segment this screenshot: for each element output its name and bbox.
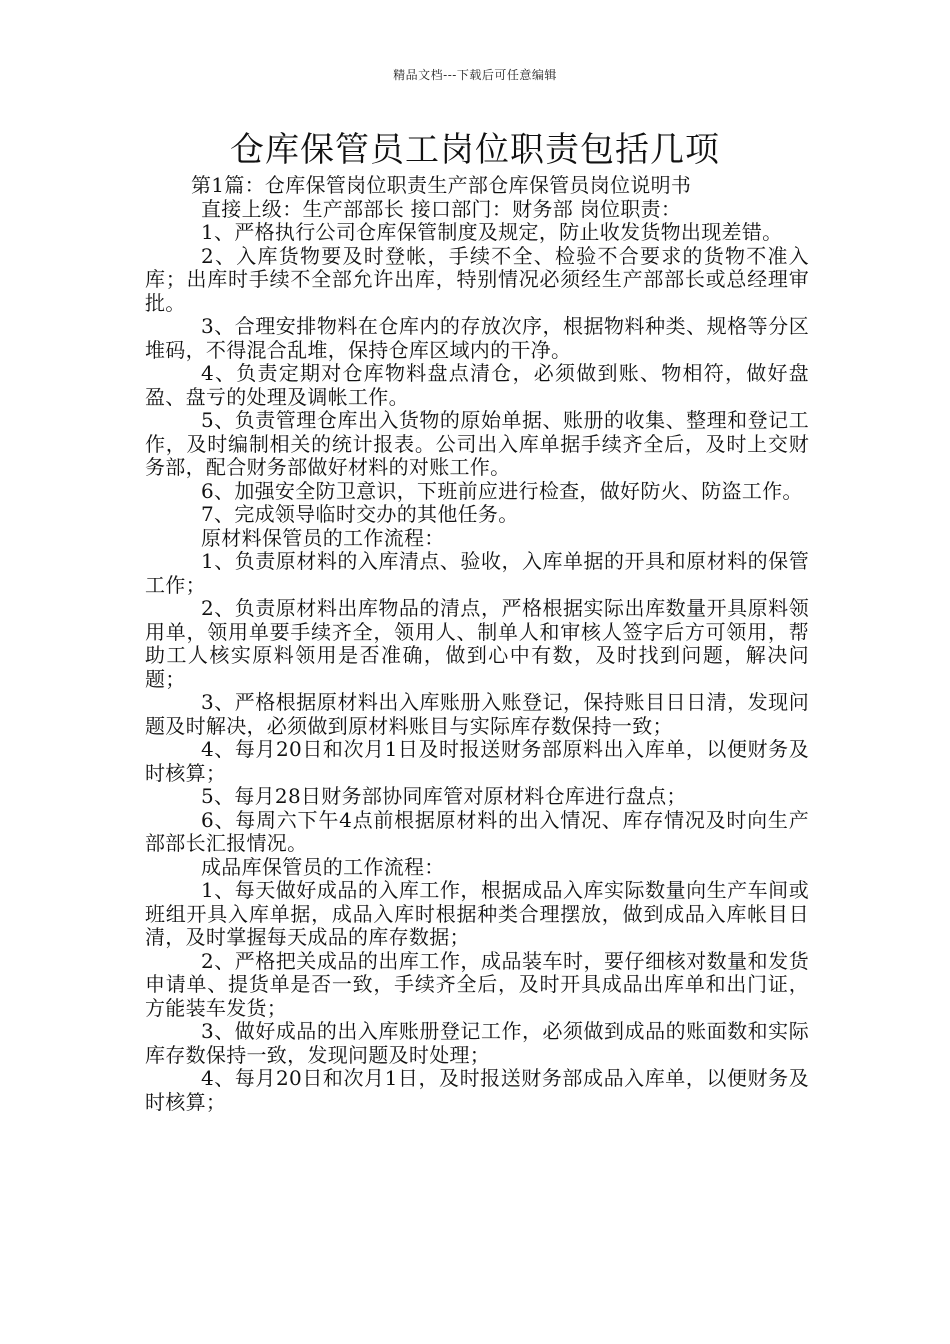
page-header-note: 精品文档---下载后可任意编辑 [393, 68, 557, 82]
paragraph: 4、负责定期对仓库物料盘点清仓，必须做到账、物相符，做好盘盈、盘亏的处理及调帐工作。 [145, 361, 809, 409]
paragraph: 2、入库货物要及时登帐，手续不全、检验不合要求的货物不准入库；出库时手续不全部允许出库，特别情况必须经生产部部长或总经理审批。 [145, 243, 809, 315]
paragraph: 4、每月20日和次月1日及时报送财务部原料出入库单，以便财务及时核算； [145, 737, 809, 785]
paragraph: 1、负责原材料的入库清点、验收，入库单据的开具和原材料的保管工作； [145, 549, 809, 597]
paragraph: 1、每天做好成品的入库工作，根据成品入库实际数量向生产车间或班组开具入库单据，成品入库时根据种类合理摆放，做到成品入库帐目日清，及时掌握每天成品的库存数据； [145, 878, 809, 949]
paragraph: 7、完成领导临时交办的其他任务。 [201, 502, 519, 526]
paragraph: 1、严格执行公司仓库保管制度及规定，防止收发货物出现差错。 [201, 220, 783, 244]
paragraph: 成品库保管员的工作流程： [201, 854, 445, 879]
paragraph: 5、每月28日财务部协同库管对原材料仓库进行盘点； [201, 784, 687, 808]
paragraph: 2、严格把关成品的出库工作，成品装车时，要仔细核对数量和发货申请单、提货单是否一致，手续齐全后，及时开具成品出库单和出门证，方能装车发货； [145, 948, 809, 1020]
paragraph: 3、做好成品的出入库账册登记工作，必须做到成品的账面数和实际库存数保持一致，发现问题及时处理； [145, 1019, 809, 1067]
paragraph: 6、加强安全防卫意识，下班前应进行检查，做好防火、防盗工作。 [201, 478, 803, 503]
paragraph: 2、负责原材料出库物品的清点，严格根据实际出库数量开具原料领用单，领用单要手续齐全，领用人、制单人和审核人签字后方可领用，帮助工人核实原料领用是否准确，做到心中有数，及时找到问题，解决问题； [145, 596, 809, 691]
paragraph: 5、负责管理仓库出入货物的原始单据、账册的收集、整理和登记工作，及时编制相关的统计报表。公司出入库单据手续齐全后，及时上交财务部，配合财务部做好材料的对账工作。 [145, 408, 809, 479]
document-body [145, 174, 809, 1114]
paragraph: 3、严格根据原材料出入库账册入账登记，保持账目日日清，发现问题及时解决，必须做到原材料账目与实际库存数保持一致； [145, 690, 809, 738]
paragraph: 6、每周六下午4点前根据原材料的出入情况、库存情况及时向生产部部长汇报情况。 [145, 807, 809, 855]
paragraph: 4、每月20日和次月1日，及时报送财务部成品入库单，以便财务及时核算； [145, 1066, 809, 1114]
paragraph: 直接上级：生产部部长 接口部门：财务部 岗位职责： [201, 196, 682, 221]
paragraph: 原材料保管员的工作流程： [201, 525, 445, 550]
paragraph: 第1篇：仓库保管岗位职责生产部仓库保管员岗位说明书 [191, 173, 692, 197]
paragraph: 3、合理安排物料在仓库内的存放次序，根据物料种类、规格等分区堆码，不得混合乱堆，保持仓库区域内的干净。 [145, 314, 809, 362]
document-title: 仓库保管员工岗位职责包括几项 [230, 130, 720, 170]
